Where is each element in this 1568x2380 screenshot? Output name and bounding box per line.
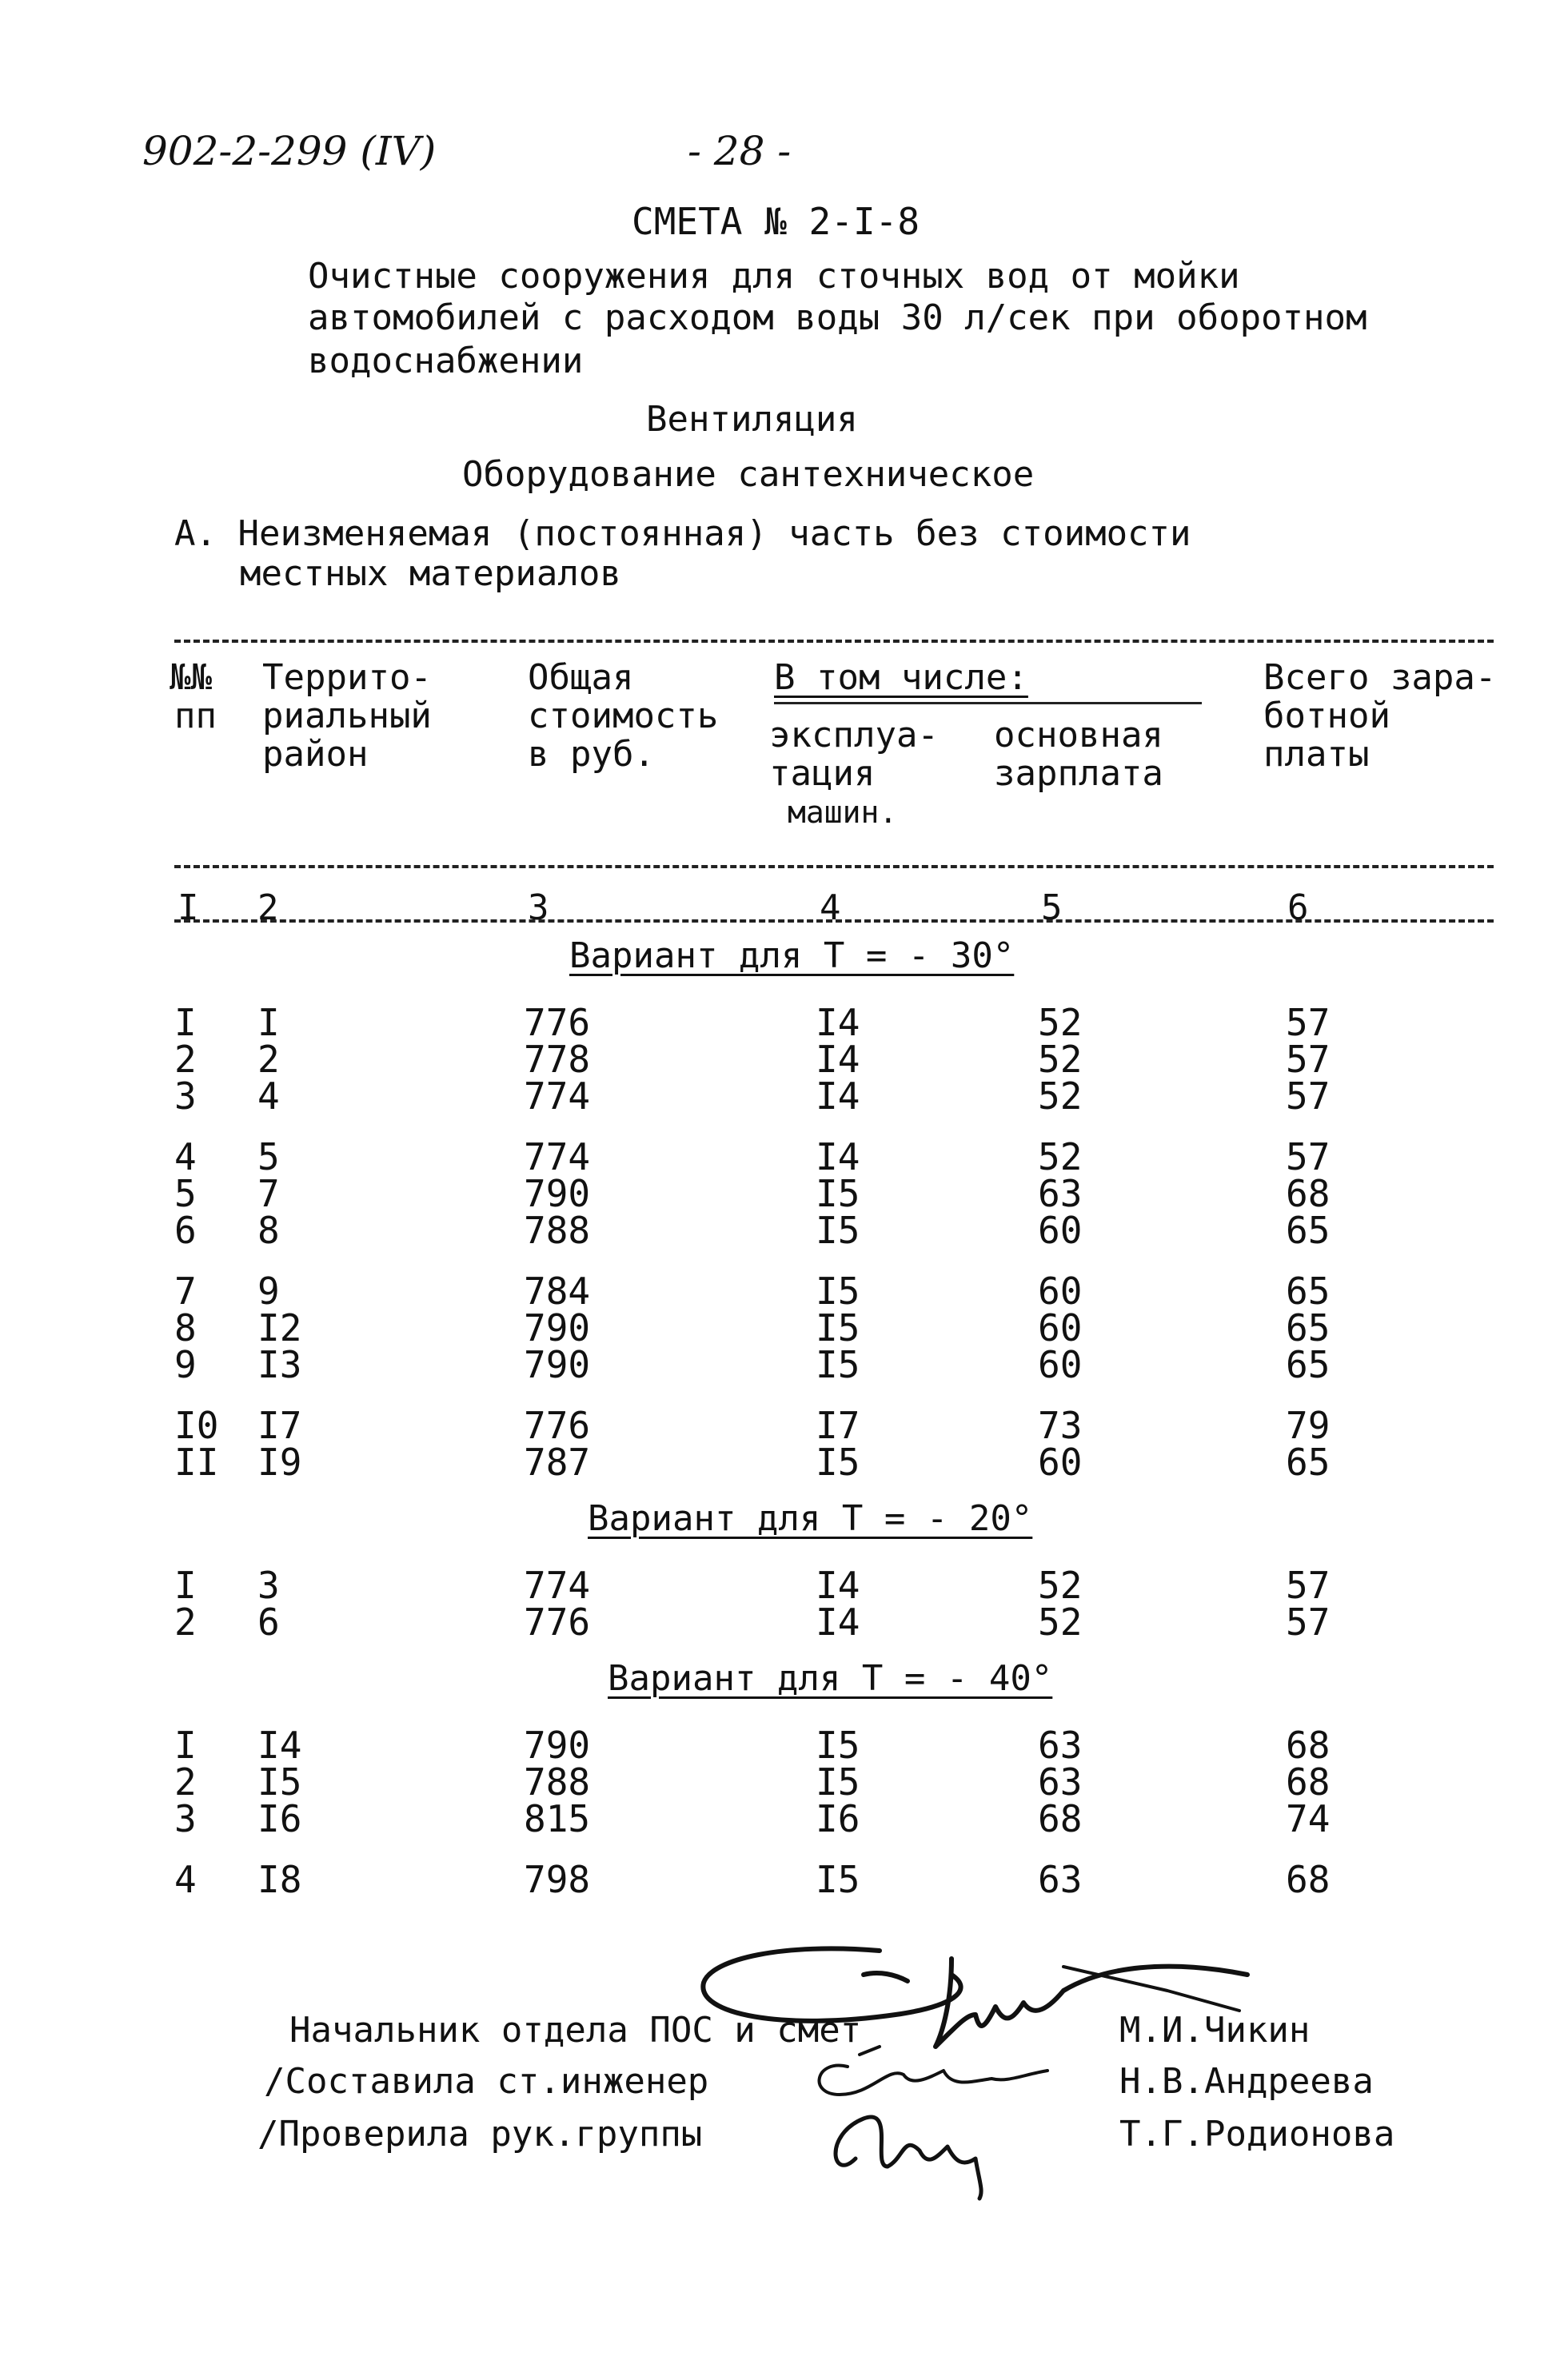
header-col6-line1: Всего зара- — [1263, 657, 1497, 698]
table-cell-col5: 52 — [1038, 1001, 1083, 1044]
table-cell-col5: 63 — [1038, 1760, 1083, 1804]
table-cell-col1: 8 — [174, 1306, 197, 1349]
signature-name-2: Н.В.Андреева — [1119, 2061, 1374, 2102]
table-header-bottom-rule — [174, 865, 1494, 868]
table-cell-col6: 57 — [1286, 1601, 1331, 1644]
table-cell-col3: 784 — [524, 1270, 591, 1313]
colnum-1: I — [178, 887, 199, 928]
table-cell-col3: 774 — [524, 1074, 591, 1118]
table-cell-col1: 2 — [174, 1038, 197, 1081]
table-cell-col3: 798 — [524, 1858, 591, 1901]
table-cell-col1: 4 — [174, 1858, 197, 1901]
table-cell-col2: 2 — [257, 1038, 280, 1081]
table-cell-col1: 7 — [174, 1270, 197, 1313]
table-cell-col5: 63 — [1038, 1172, 1083, 1215]
table-cell-col2: I4 — [257, 1724, 302, 1767]
header-col6-line2: ботной — [1263, 696, 1390, 736]
section-title: Вентиляция — [646, 399, 858, 440]
table-cell-col6: 57 — [1286, 1074, 1331, 1118]
table-cell-col4: I4 — [816, 1601, 860, 1644]
header-group-rule — [774, 702, 1202, 704]
table-cell-col4: I4 — [816, 1074, 860, 1118]
table-cell-col1: I — [174, 1564, 197, 1607]
header-col2-line2: риальный — [262, 696, 432, 736]
colnum-6: 6 — [1287, 887, 1309, 928]
description-line-3: водоснабжении — [308, 341, 584, 381]
table-cell-col5: 60 — [1038, 1343, 1083, 1386]
table-cell-col1: I — [174, 1001, 197, 1044]
table-cell-col3: 788 — [524, 1209, 591, 1252]
table-cell-col2: 6 — [257, 1601, 280, 1644]
table-cell-col1: I — [174, 1724, 197, 1767]
header-col3-line2: стоимость — [528, 696, 719, 736]
table-top-rule — [174, 640, 1494, 643]
table-cell-col1: 4 — [174, 1135, 197, 1178]
variant-title: Вариант для Т = - 20° — [588, 1498, 1033, 1539]
table-cell-col3: 788 — [524, 1760, 591, 1804]
table-cell-col6: 57 — [1286, 1001, 1331, 1044]
table-cell-col5: 60 — [1038, 1306, 1083, 1349]
table-cell-col2: I — [257, 1001, 280, 1044]
signature-role-1: Начальник отдела ПОС и смет — [289, 2010, 862, 2051]
table-cell-col4: I6 — [816, 1797, 860, 1840]
table-cell-col6: 79 — [1286, 1404, 1331, 1447]
table-cell-col4: I4 — [816, 1001, 860, 1044]
table-cell-col4: I5 — [816, 1760, 860, 1804]
table-cell-col3: 776 — [524, 1601, 591, 1644]
table-cell-col2: I6 — [257, 1797, 302, 1840]
table-cell-col1: I0 — [174, 1404, 219, 1447]
table-cell-col2: I8 — [257, 1858, 302, 1901]
table-cell-col3: 815 — [524, 1797, 591, 1840]
table-cell-col4: I5 — [816, 1724, 860, 1767]
table-cell-col6: 65 — [1286, 1306, 1331, 1349]
header-col1-line1: №№ — [170, 657, 212, 698]
header-col4-line2: тация — [769, 753, 876, 794]
table-cell-col2: 3 — [257, 1564, 280, 1607]
table-cell-col4: I5 — [816, 1441, 860, 1484]
table-cell-col6: 57 — [1286, 1038, 1331, 1081]
table-cell-col3: 790 — [524, 1343, 591, 1386]
table-cell-col5: 68 — [1038, 1797, 1083, 1840]
table-cell-col5: 52 — [1038, 1135, 1083, 1178]
variant-title: Вариант для Т = - 40° — [608, 1658, 1053, 1699]
table-cell-col5: 60 — [1038, 1209, 1083, 1252]
table-cell-col5: 60 — [1038, 1441, 1083, 1484]
table-cell-col5: 63 — [1038, 1724, 1083, 1767]
table-cell-col3: 776 — [524, 1001, 591, 1044]
table-cell-col5: 60 — [1038, 1270, 1083, 1313]
table-cell-col4: I5 — [816, 1306, 860, 1349]
table-cell-col6: 57 — [1286, 1564, 1331, 1607]
table-cell-col2: 5 — [257, 1135, 280, 1178]
table-cell-col2: 4 — [257, 1074, 280, 1118]
table-cell-col2: 8 — [257, 1209, 280, 1252]
table-cell-col1: 3 — [174, 1074, 197, 1118]
doc-code: 902-2-299 (IV) — [142, 128, 437, 174]
table-cell-col4: I5 — [816, 1270, 860, 1313]
table-cell-col2: I2 — [257, 1306, 302, 1349]
signature-name-3: Т.Г.Родионова — [1119, 2114, 1395, 2155]
table-cell-col6: 57 — [1286, 1135, 1331, 1178]
column-numbers-rule — [174, 919, 1494, 923]
variant-title: Вариант для Т = - 30° — [569, 935, 1015, 976]
header-group: В том числе: — [774, 657, 1028, 698]
table-cell-col6: 65 — [1286, 1270, 1331, 1313]
part-line-1: А. Неизменяемая (постоянная) часть без стоимости — [174, 513, 1191, 554]
colnum-4: 4 — [820, 887, 841, 928]
table-cell-col1: 2 — [174, 1601, 197, 1644]
table-cell-col6: 68 — [1286, 1760, 1331, 1804]
table-cell-col5: 73 — [1038, 1404, 1083, 1447]
header-col3-line3: в руб. — [528, 734, 655, 775]
table-cell-col3: 778 — [524, 1038, 591, 1081]
table-cell-col3: 776 — [524, 1404, 591, 1447]
table-cell-col4: I5 — [816, 1172, 860, 1215]
estimate-title: СМЕТА № 2-I-8 — [632, 200, 920, 243]
signature-role-2: /Составила ст.инженер — [264, 2061, 709, 2102]
table-cell-col3: 790 — [524, 1724, 591, 1767]
header-col5-line1: основная — [994, 715, 1163, 755]
colnum-3: 3 — [528, 887, 549, 928]
header-col6-line3: платы — [1263, 734, 1370, 775]
colnum-5: 5 — [1041, 887, 1063, 928]
table-cell-col6: 65 — [1286, 1441, 1331, 1484]
part-line-2: местных материалов — [240, 553, 621, 594]
header-col2-line1: Террито- — [262, 657, 432, 698]
description-line-1: Очистные сооружения для сточных вод от мойки — [308, 256, 1240, 297]
signature-role-3: /Проверила рук.группы — [257, 2114, 703, 2155]
table-cell-col1: 2 — [174, 1760, 197, 1804]
header-col4-line3: машин. — [788, 795, 898, 830]
table-cell-col4: I5 — [816, 1209, 860, 1252]
table-cell-col1: 9 — [174, 1343, 197, 1386]
header-col3-line1: Общая — [528, 657, 634, 698]
table-cell-col6: 68 — [1286, 1858, 1331, 1901]
handwritten-signatures — [688, 1927, 1391, 2207]
table-cell-col6: 65 — [1286, 1209, 1331, 1252]
table-cell-col4: I5 — [816, 1343, 860, 1386]
page-number: - 28 - — [688, 128, 792, 174]
table-cell-col2: I9 — [257, 1441, 302, 1484]
table-cell-col5: 63 — [1038, 1858, 1083, 1901]
table-cell-col5: 52 — [1038, 1601, 1083, 1644]
table-cell-col4: I7 — [816, 1404, 860, 1447]
table-cell-col4: I4 — [816, 1135, 860, 1178]
header-col5-line2: зарплата — [994, 753, 1163, 794]
header-col4-line1: эксплуа- — [769, 715, 939, 755]
table-cell-col4: I5 — [816, 1858, 860, 1901]
table-cell-col5: 52 — [1038, 1564, 1083, 1607]
table-cell-col3: 790 — [524, 1306, 591, 1349]
table-cell-col6: 68 — [1286, 1172, 1331, 1215]
table-cell-col4: I4 — [816, 1564, 860, 1607]
signature-name-1: М.И.Чикин — [1119, 2010, 1311, 2051]
table-cell-col1: 3 — [174, 1797, 197, 1840]
table-cell-col1: 5 — [174, 1172, 197, 1215]
table-cell-col6: 68 — [1286, 1724, 1331, 1767]
header-col1-line2: пп — [174, 696, 217, 736]
table-cell-col2: I3 — [257, 1343, 302, 1386]
table-cell-col6: 74 — [1286, 1797, 1331, 1840]
table-cell-col3: 787 — [524, 1441, 591, 1484]
table-cell-col5: 52 — [1038, 1038, 1083, 1081]
table-cell-col6: 65 — [1286, 1343, 1331, 1386]
table-cell-col3: 774 — [524, 1564, 591, 1607]
colnum-2: 2 — [257, 887, 279, 928]
table-cell-col1: II — [174, 1441, 219, 1484]
description-line-2: автомобилей с расходом воды 30 л/сек при оборотном — [308, 297, 1367, 338]
table-cell-col1: 6 — [174, 1209, 197, 1252]
table-cell-col5: 52 — [1038, 1074, 1083, 1118]
table-cell-col3: 790 — [524, 1172, 591, 1215]
table-cell-col4: I4 — [816, 1038, 860, 1081]
header-col2-line3: район — [262, 734, 369, 775]
table-cell-col3: 774 — [524, 1135, 591, 1178]
table-cell-col2: I7 — [257, 1404, 302, 1447]
subsection-title: Оборудование сантехническое — [462, 454, 1035, 495]
table-cell-col2: I5 — [257, 1760, 302, 1804]
table-cell-col2: 7 — [257, 1172, 280, 1215]
table-cell-col2: 9 — [257, 1270, 280, 1313]
